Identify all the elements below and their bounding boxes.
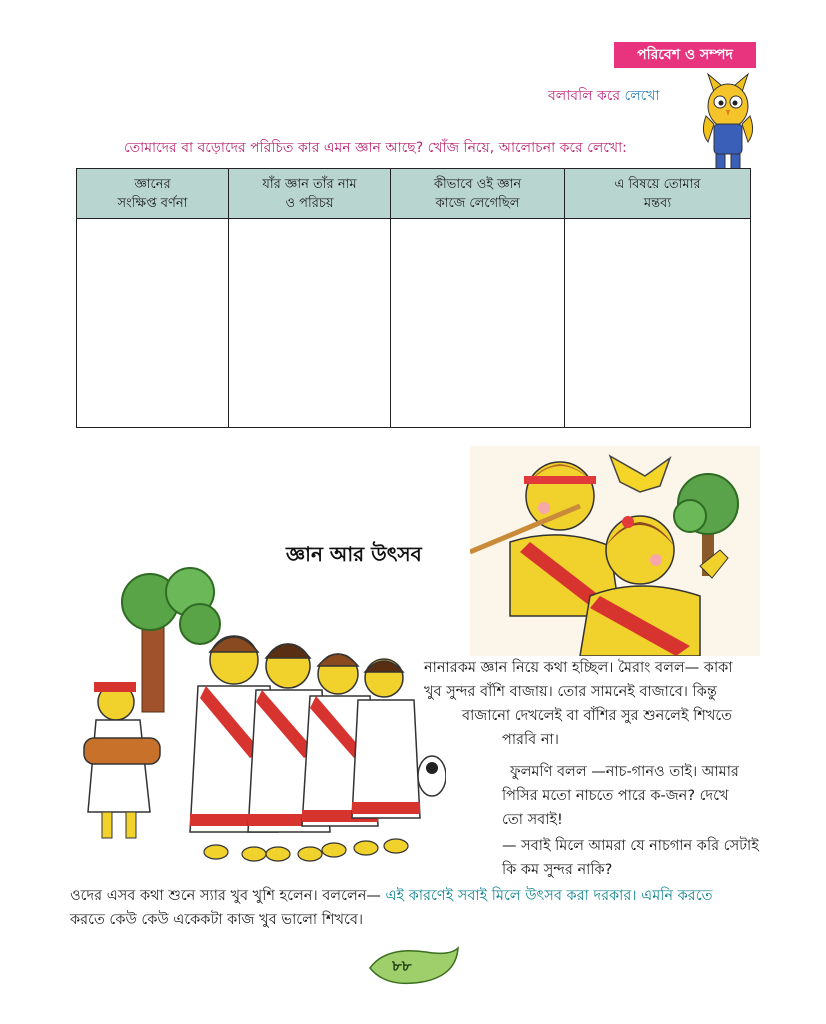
knowledge-table: [76, 168, 751, 428]
story-line-highlight: করতে কেউ কেউ একেকটা কাজ খুব ভালো শিখবে।: [70, 912, 364, 928]
table-header-cell: কীভাবে ওই জ্ঞান কাজে লেগেছিল: [391, 169, 565, 219]
table-header-row: [77, 169, 751, 219]
chapter-tab: পরিবেশ ও সম্পদ: [614, 42, 756, 68]
story-line: কি কম সুন্দর নাকি?: [502, 862, 613, 878]
table-row: [77, 219, 751, 428]
flute-player-illustration: [470, 446, 760, 656]
leaf-icon: [366, 946, 462, 986]
story-text-highlight: এই কারণেই সবাই মিলে উৎসব করা দরকার। এমনি করতে: [385, 888, 713, 904]
story-line: পারবি না।: [502, 732, 559, 748]
section-title: জ্ঞান আর উৎসব: [286, 542, 422, 566]
table-header-cell: এ বিষয়ে তোমার মন্তব্য: [565, 169, 751, 219]
table-cell-empty[interactable]: [565, 219, 751, 428]
table-cell-empty[interactable]: [77, 219, 229, 428]
story-text-plain: ওদের এসব কথা শুনে স্যার খুব খুশি হলেন। বললেন—: [70, 888, 381, 904]
table-cell-empty[interactable]: [391, 219, 565, 428]
table-header-cell: যাঁর জ্ঞান তাঁর নাম ও পরিচয়: [229, 169, 391, 219]
dancers-illustration: [66, 562, 446, 882]
instruction-text: তোমাদের বা বড়োদের পরিচিত কার এমন জ্ঞান আছে? খোঁজ নিয়ে, আলোচনা করে লেখো:: [124, 140, 627, 156]
story-line: বাজানো দেখলেই বা বাঁশির সুর শুনলেই শিখতে: [462, 708, 733, 724]
activity-label-part2: লেখো: [624, 88, 660, 104]
story-line: [70, 884, 712, 908]
table-header-cell: জ্ঞানের সংক্ষিপ্ত বর্ণনা: [77, 169, 229, 219]
story-line: তো সবাই!: [502, 812, 563, 828]
story-line: — সবাই মিলে আমরা যে নাচগান করি সেটাই: [502, 838, 759, 854]
table-cell-empty[interactable]: [229, 219, 391, 428]
story-line: নানারকম জ্ঞান নিয়ে কথা হচ্ছিল। মৈরাং বলল— কাকা: [424, 660, 733, 676]
story-line: খুব সুন্দর বাঁশি বাজায়। তোর সামনেই বাজাবে। কিন্তু: [424, 684, 717, 700]
story-line: পিসির মতো নাচতে পারে ক-জন? দেখে: [502, 788, 729, 804]
activity-label-part1: বলাবলি করে: [548, 88, 621, 104]
page-number: ৮৮: [392, 957, 412, 975]
owl-mascot-icon: [700, 72, 756, 172]
activity-label: [548, 84, 660, 108]
story-line: ফুলমণি বলল —নাচ-গানও তাই। আমার: [510, 764, 739, 780]
